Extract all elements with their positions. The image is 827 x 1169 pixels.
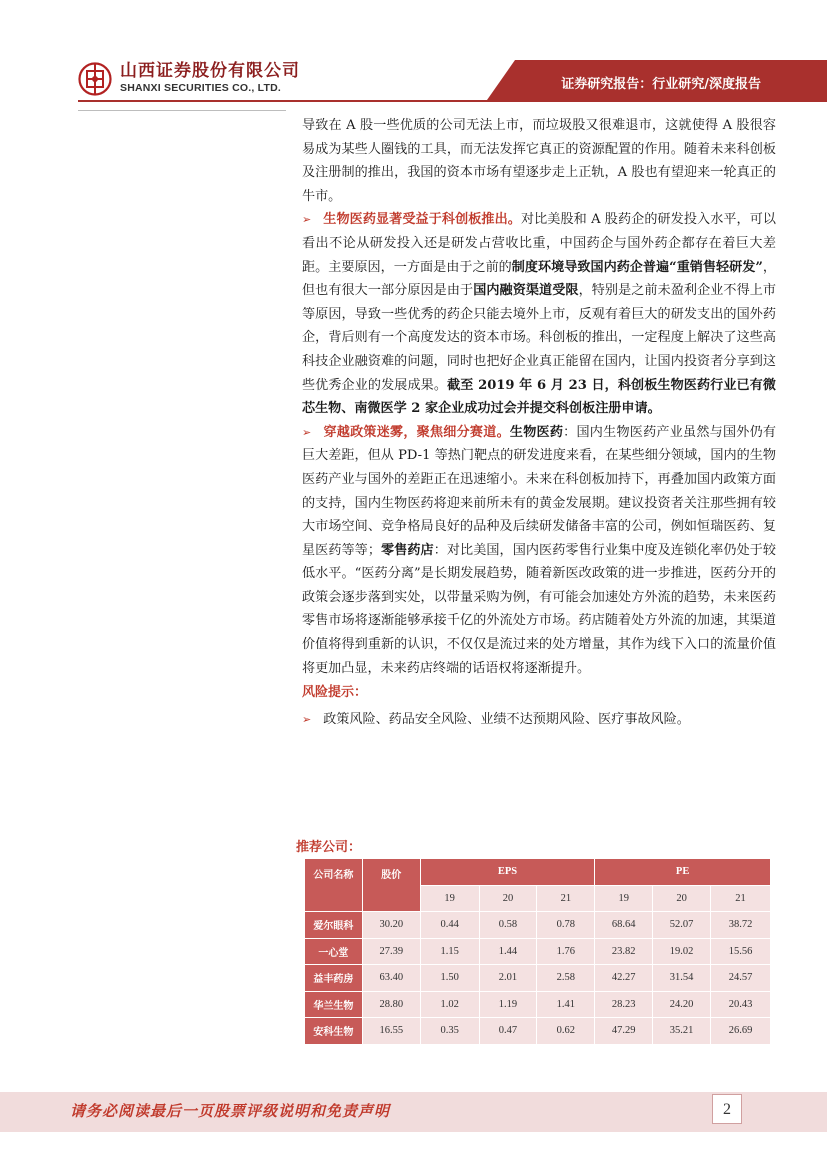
company-name-en: SHANXI SECURITIES CO., LTD. — [120, 82, 281, 94]
year-cell: 20 — [479, 885, 537, 912]
paragraph-biomed-benefit — [302, 208, 776, 420]
year-cell: 19 — [595, 885, 653, 912]
price-cell: 27.39 — [362, 938, 420, 965]
header-eps: EPS — [420, 859, 595, 886]
disclaimer-notice: 请务必阅读最后一页股票评级说明和免责声明 — [70, 1102, 391, 1120]
text-span: ，特别是之前未盈利企业不得上市等原因，导致一些优秀的药企只能去境外上市，反观有着巨大的研发支出的国外药企，背后则有一个高度发达的资本市场。科创板的推出，一定程度上解决了这些高科技企业融资难的问题，同时也把好企业真正能留在国内，让国内投资者分享到这些优秀企业的发展成果。 — [302, 283, 777, 393]
text-span: ：对比美国，国内医药零售行业集中度及连锁化率仍处于较低水平。“医药分离”是长期发展趋势，随着新医改政策的进一步推进，医药分开的政策会逐步落到实处，以带量采购为例，有可能会加速处方外流的趋势，未来医药零售市场将逐渐能够承接千亿的外流处方市场。药店随着处方外流的加速，其渠道价值将得到重新的认识，不仅仅是流过来的处方增量，其作为线下入口的流量价值将更加凸显，未来药店终端的话语权将逐渐提升。 — [302, 542, 776, 676]
value-cell: 1.44 — [479, 938, 537, 965]
bold-span: 零售药店 — [380, 542, 434, 558]
bullet-arrow-icon: ➢ — [302, 425, 312, 439]
value-cell: 1.15 — [420, 938, 479, 965]
value-cell: 15.56 — [711, 938, 771, 965]
text-span: ，但也有很大一部分原因是由于 — [302, 259, 777, 299]
value-cell: 24.57 — [711, 965, 771, 992]
recommended-companies-table — [304, 858, 771, 1045]
bold-span: 国内融资渠道受限 — [473, 283, 579, 299]
report-body — [302, 114, 776, 732]
company-cell: 安科生物 — [305, 1018, 363, 1045]
value-cell: 2.58 — [537, 965, 595, 992]
price-cell: 16.55 — [362, 1018, 420, 1045]
text-span: 对比美股和 A 股药企的研发投入水平，可以看出不论从研发投入还是研发占营收比重，中国药企与国外药企都存在着巨大差距。主要原因，一方面是由于之前的 — [302, 212, 776, 275]
bold-span: 生物医药 — [509, 424, 564, 440]
paragraph-sub-sector — [302, 421, 776, 681]
value-cell: 26.69 — [711, 1018, 771, 1045]
risk-item — [302, 708, 776, 732]
value-cell: 1.50 — [420, 965, 479, 992]
price-cell: 28.80 — [362, 991, 420, 1018]
table-row — [305, 938, 771, 965]
year-cell: 21 — [711, 885, 771, 912]
value-cell: 1.76 — [537, 938, 595, 965]
company-cell: 华兰生物 — [305, 991, 363, 1018]
value-cell: 42.27 — [595, 965, 653, 992]
bold-span: 制度环境导致国内药企普遍“重销售轻研发” — [511, 259, 763, 275]
value-cell: 0.62 — [537, 1018, 595, 1045]
company-cell: 爱尔眼科 — [305, 912, 363, 939]
paragraph-lead: 生物医药显著受益于科创板推出。 — [323, 212, 521, 228]
bold-span: 截至 2019 年 6 月 23 日，科创板生物医药行业已有微芯生物、南微医学 2 家企业成功过会并提交科创板注册申请。 — [302, 377, 777, 417]
value-cell: 47.29 — [595, 1018, 653, 1045]
paragraph-capital-market: 导致在 A 股一些优质的公司无法上市，而垃圾股又很难退市，这就使得 A 股很容易成为某些人圈钱的工具，而无法发挥它真正的资源配置的作用。随着未来科创板及注册制的推出，我国的资本市场有望逐步走上正轨，A 股也有望迎来一轮真正的牛市。 — [302, 118, 776, 204]
header-price: 股价 — [362, 859, 420, 912]
value-cell: 1.19 — [479, 991, 537, 1018]
header-divider — [78, 100, 827, 102]
price-cell: 63.40 — [362, 965, 420, 992]
bullet-arrow-icon: ➢ — [302, 713, 312, 727]
paragraph-lead: 穿越政策迷雾，聚焦细分赛道。 — [323, 424, 510, 440]
value-cell: 2.01 — [479, 965, 537, 992]
price-cell: 30.20 — [362, 912, 420, 939]
risk-section-title: 风险提示： — [302, 685, 368, 701]
table-row — [305, 1018, 771, 1045]
company-cell: 一心堂 — [305, 938, 363, 965]
value-cell: 1.41 — [537, 991, 595, 1018]
year-cell: 19 — [420, 885, 479, 912]
table-row — [305, 965, 771, 992]
value-cell: 31.54 — [653, 965, 711, 992]
value-cell: 0.58 — [479, 912, 537, 939]
value-cell: 28.23 — [595, 991, 653, 1018]
header-company-name: 公司名称 — [305, 859, 363, 912]
value-cell: 0.35 — [420, 1018, 479, 1045]
table-row — [305, 991, 771, 1018]
report-type-title: 证券研究报告：行业研究/深度报告 — [561, 77, 761, 92]
value-cell: 23.82 — [595, 938, 653, 965]
header-pe: PE — [595, 859, 771, 886]
value-cell: 24.20 — [653, 991, 711, 1018]
value-cell: 52.07 — [653, 912, 711, 939]
value-cell: 68.64 — [595, 912, 653, 939]
sidebar-divider — [78, 110, 286, 111]
value-cell: 0.78 — [537, 912, 595, 939]
value-cell: 0.47 — [479, 1018, 537, 1045]
recommended-companies-title: 推荐公司： — [296, 840, 362, 855]
text-span: ：国内生物医药产业虽然与国外仍有巨大差距，但从 PD-1 等热门靶点的研发进度来看，在某些细分领域，国内的生物医药产业与国外的差距正在迅速缩小。未来在科创板加持下，再叠加国内政策方面的支持，国内生物医药将迎来前所未有的黄金发展期。建议投资者关注那些拥有较大市场空间、竞争格局良好的品种及后续研发储备丰富的公司，例如恒瑞医药、复星医药等等； — [302, 424, 777, 558]
table-row — [305, 912, 771, 939]
page-number: 2 — [712, 1094, 742, 1124]
company-name — [120, 61, 300, 95]
value-cell: 0.44 — [420, 912, 479, 939]
year-cell: 20 — [653, 885, 711, 912]
company-logo-icon — [78, 62, 112, 96]
value-cell: 35.21 — [653, 1018, 711, 1045]
year-cell: 21 — [537, 885, 595, 912]
table-header-row — [305, 859, 771, 886]
value-cell: 1.02 — [420, 991, 479, 1018]
risk-item-text: 政策风险、药品安全风险、业绩不达预期风险、医疗事故风险。 — [323, 712, 690, 728]
value-cell: 20.43 — [711, 991, 771, 1018]
value-cell: 19.02 — [653, 938, 711, 965]
page-header — [0, 0, 827, 110]
value-cell: 38.72 — [711, 912, 771, 939]
company-cell: 益丰药房 — [305, 965, 363, 992]
bullet-arrow-icon: ➢ — [302, 213, 312, 227]
company-name-cn: 山西证券股份有限公司 — [120, 61, 300, 81]
